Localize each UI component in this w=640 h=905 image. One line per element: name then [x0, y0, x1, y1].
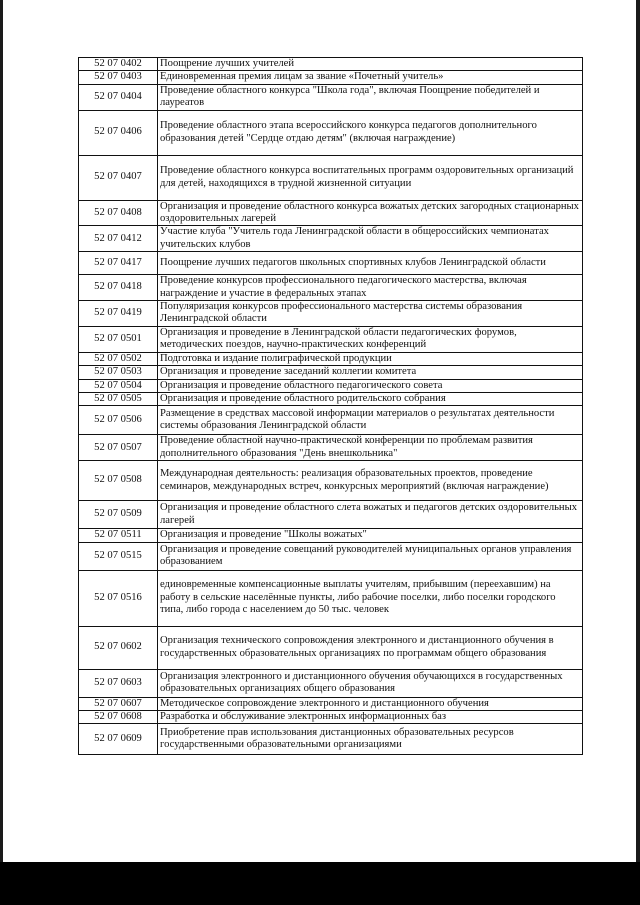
row-description: Организация и проведение "Школы вожатых" [158, 529, 583, 542]
row-description: Международная деятельность: реализация образовательных проектов, проведение семинаров, международных встреч, конкурсных мероприятий (включая награждение) [158, 461, 583, 501]
table-row [79, 326, 583, 352]
row-code: 52 07 0402 [79, 58, 158, 71]
row-code: 52 07 0602 [79, 626, 158, 669]
row-code: 52 07 0417 [79, 252, 158, 275]
row-description: Организация и проведение областного слета вожатых и педагогов детских оздоровительных лагерей [158, 501, 583, 529]
table-row [79, 252, 583, 275]
row-code: 52 07 0419 [79, 301, 158, 327]
row-code: 52 07 0507 [79, 435, 158, 461]
table-row [79, 226, 583, 252]
table-row [79, 501, 583, 529]
row-description: Организация и проведение в Ленинградской области педагогических форумов, методических поездов, научно-практических конференций [158, 326, 583, 352]
row-code: 52 07 0501 [79, 326, 158, 352]
row-description: Проведение областного конкурса "Школа года", включая Поощрение победителей и лауреатов [158, 84, 583, 110]
row-description: Проведение областной научно-практической конференции по проблемам развития дополнительного образования "День внешкольника" [158, 435, 583, 461]
row-description: Участие клуба "Учитель года Ленинградской области в общероссийских чемпионатах учительских клубов [158, 226, 583, 252]
row-code: 52 07 0609 [79, 724, 158, 755]
table-row [79, 392, 583, 405]
table-row [79, 529, 583, 542]
table-row [79, 570, 583, 626]
row-code: 52 07 0511 [79, 529, 158, 542]
table-row [79, 366, 583, 379]
row-description: единовременные компенсационные выплаты учителям, прибывшим (переехавшим) на работу в сельские населённые пункты, либо рабочие поселки, либо поселки городского типа, либо города с населением до 50 тыс. человек [158, 570, 583, 626]
row-description: Организация и проведение областного конкурса вожатых детских загородных стационарных оздоровительных лагерей [158, 200, 583, 226]
row-code: 52 07 0403 [79, 71, 158, 84]
table-row [79, 669, 583, 697]
table-row [79, 406, 583, 435]
row-code: 52 07 0503 [79, 366, 158, 379]
row-description: Популяризация конкурсов профессионального мастерства системы образования Ленинградской области [158, 301, 583, 327]
table-row [79, 301, 583, 327]
table-row [79, 84, 583, 110]
row-description: Размещение в средствах массовой информации материалов о результатах деятельности системы образования Ленинградской области [158, 406, 583, 435]
row-code: 52 07 0502 [79, 352, 158, 365]
row-code: 52 07 0412 [79, 226, 158, 252]
table-row [79, 697, 583, 710]
row-code: 52 07 0516 [79, 570, 158, 626]
row-code: 52 07 0508 [79, 461, 158, 501]
row-code: 52 07 0504 [79, 379, 158, 392]
table-row [79, 379, 583, 392]
row-description: Единовременная премия лицам за звание «Почетный учитель» [158, 71, 583, 84]
row-description: Организация и проведение заседаний коллегии комитета [158, 366, 583, 379]
row-code: 52 07 0408 [79, 200, 158, 226]
table-row [79, 542, 583, 570]
budget-codes-table [78, 57, 583, 755]
row-description: Организация электронного и дистанционного обучения обучающихся в государственных образовательных организациях общего образования [158, 669, 583, 697]
row-code: 52 07 0406 [79, 110, 158, 155]
table-row [79, 275, 583, 301]
row-code: 52 07 0608 [79, 710, 158, 723]
table-row [79, 435, 583, 461]
table-row [79, 461, 583, 501]
table-row [79, 710, 583, 723]
row-description: Проведение областного конкурса воспитательных программ оздоровительных организаций для детей, находящихся в трудной жизненной ситуации [158, 155, 583, 200]
scan-left-edge [0, 0, 3, 905]
row-code: 52 07 0505 [79, 392, 158, 405]
row-description: Подготовка и издание полиграфической продукции [158, 352, 583, 365]
table-row [79, 155, 583, 200]
row-code: 52 07 0509 [79, 501, 158, 529]
row-description: Проведение областного этапа всероссийского конкурса педагогов дополнительного образования детей "Сердце отдаю детям" (включая награждение) [158, 110, 583, 155]
table-row [79, 110, 583, 155]
row-code: 52 07 0404 [79, 84, 158, 110]
row-description: Методическое сопровождение электронного и дистанционного обучения [158, 697, 583, 710]
row-code: 52 07 0607 [79, 697, 158, 710]
row-description: Организация и проведение областного педагогического совета [158, 379, 583, 392]
row-description: Разработка и обслуживание электронных информационных баз [158, 710, 583, 723]
row-code: 52 07 0407 [79, 155, 158, 200]
row-description: Организация технического сопровождения электронного и дистанционного обучения в государственных образовательных организациях по программам общего образования [158, 626, 583, 669]
table-row [79, 58, 583, 71]
row-code: 52 07 0506 [79, 406, 158, 435]
table-row [79, 352, 583, 365]
table-body [79, 58, 583, 755]
row-code: 52 07 0418 [79, 275, 158, 301]
row-code: 52 07 0515 [79, 542, 158, 570]
table-row [79, 724, 583, 755]
scan-right-edge [636, 0, 640, 905]
row-description: Организация и проведение совещаний руководителей муниципальных органов управления образованием [158, 542, 583, 570]
row-description: Поощрение лучших педагогов школьных спортивных клубов Ленинградской области [158, 252, 583, 275]
table-row [79, 200, 583, 226]
scan-bottom-bar [0, 862, 640, 905]
row-description: Организация и проведение областного родительского собрания [158, 392, 583, 405]
table-row [79, 71, 583, 84]
table-row [79, 626, 583, 669]
row-description: Приобретение прав использования дистанционных образовательных ресурсов государственными образовательными организациями [158, 724, 583, 755]
row-code: 52 07 0603 [79, 669, 158, 697]
row-description: Поощрение лучших учителей [158, 58, 583, 71]
row-description: Проведение конкурсов профессионального педагогического мастерства, включая награждение и участие в федеральных этапах [158, 275, 583, 301]
